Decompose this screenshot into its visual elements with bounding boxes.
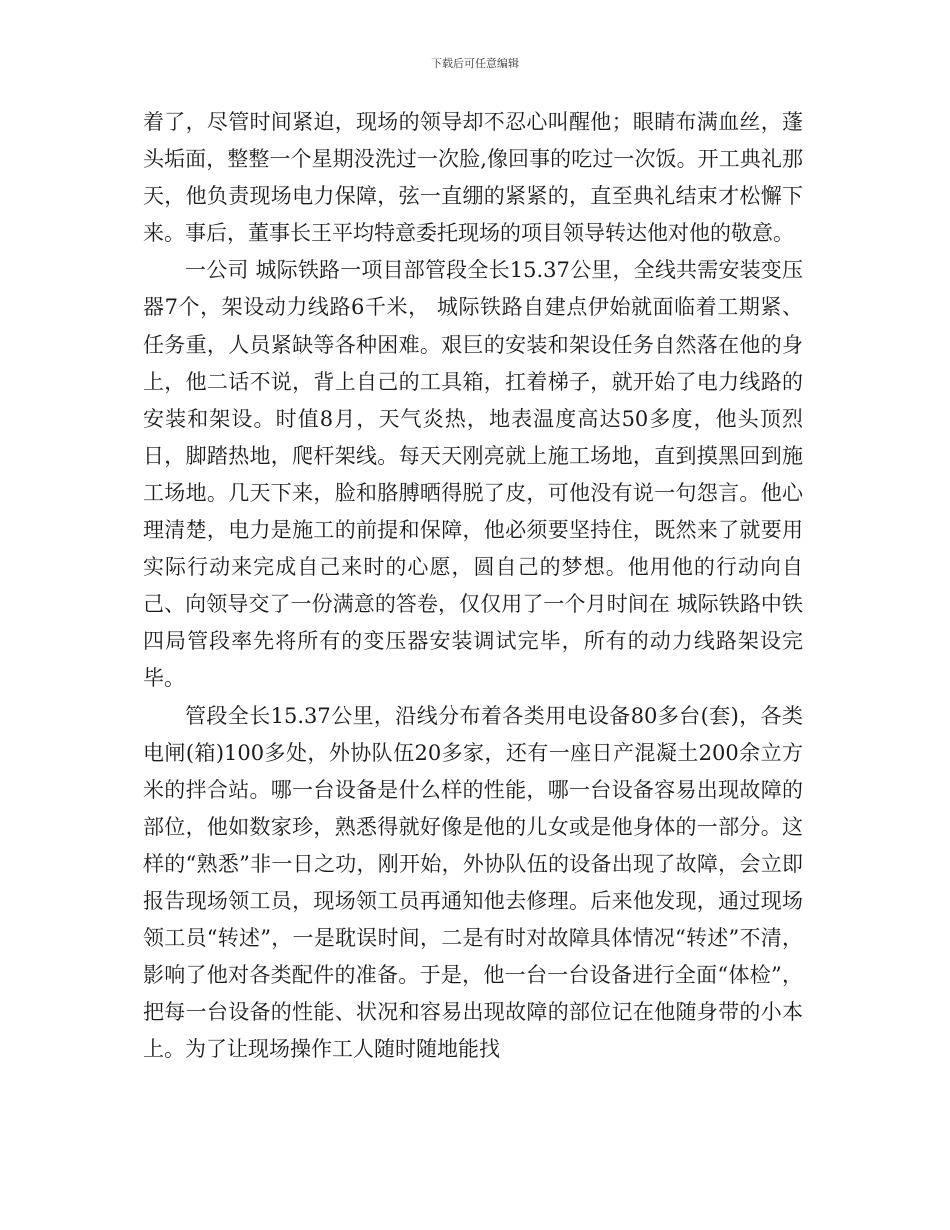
paragraph-1: 着了，尽管时间紧迫，现场的领导却不忍心叫醒他；眼睛布满血丝，蓬头垢面，整整一个星期没洗过一次脸,像回事的吃过一次饭。开工典礼那天，他负责现场电力保障，弦一直绷的紧紧的，直至典礼结束才松懈下来。事后，董事长王平均特意委托现场的项目领导转达他对他的敬意。: [143, 110, 803, 246]
paragraph-3: 管段全长15.37公里，沿线分布着各类用电设备80多台(套)，各类电闸(箱)100多处，外协队伍20多家，还有一座日产混凝土200余立方米的拌合站。哪一台设备是什么样的性能，哪一台设备容易出现故障的部位，他如数家珍，熟悉得就好像是他的儿女或是他身体的一部分。这样的“熟悉”非一日之功，刚开始，外协队伍的设备出现了故障，会立即报告现场领工员，现场领工员再通知他去修理。后来他发现，通过现场领工员“转述”，一是耽误时间，二是有时对故障具体情况“转述”不清，影响了他对各类配件的准备。于是，他一台一台设备进行全面“体检”，把每一台设备的性能、状况和容易出现故障的部位记在他随身带的小本上。为了让现场操作工人随时随地能找: [143, 703, 803, 1062]
page-header: 下载后可任意编辑: [431, 57, 519, 70]
paragraph-2: 一公司 城际铁路一项目部管段全长15.37公里，全线共需安装变压器7个，架设动力线路6千米， 城际铁路自建点伊始就面临着工期紧、任务重，人员紧缺等各种困难。艰巨的安装和架设任务自然落在他的身上，他二话不说，背上自己的工具箱，扛着梯子，就开始了电力线路的安装和架设。时值8月，天气炎热，地表温度高达50多度，他头顶烈日，脚踏热地，爬杆架线。每天天刚亮就上施工场地，直到摸黑回到施工场地。几天下来，脸和胳膊晒得脱了皮，可他没有说一句怨言。他心理清楚，电力是施工的前提和保障，他必须要坚持住，既然来了就要用实际行动来完成自己来时的心愿，圆自己的梦想。他用他的行动向自己、向领导交了一份满意的答卷，仅仅用了一个月时间在 城际铁路中铁四局管段率先将所有的变压器安装调试完毕，所有的动力线路架设完毕。: [143, 258, 803, 691]
document-body: [143, 104, 803, 1068]
